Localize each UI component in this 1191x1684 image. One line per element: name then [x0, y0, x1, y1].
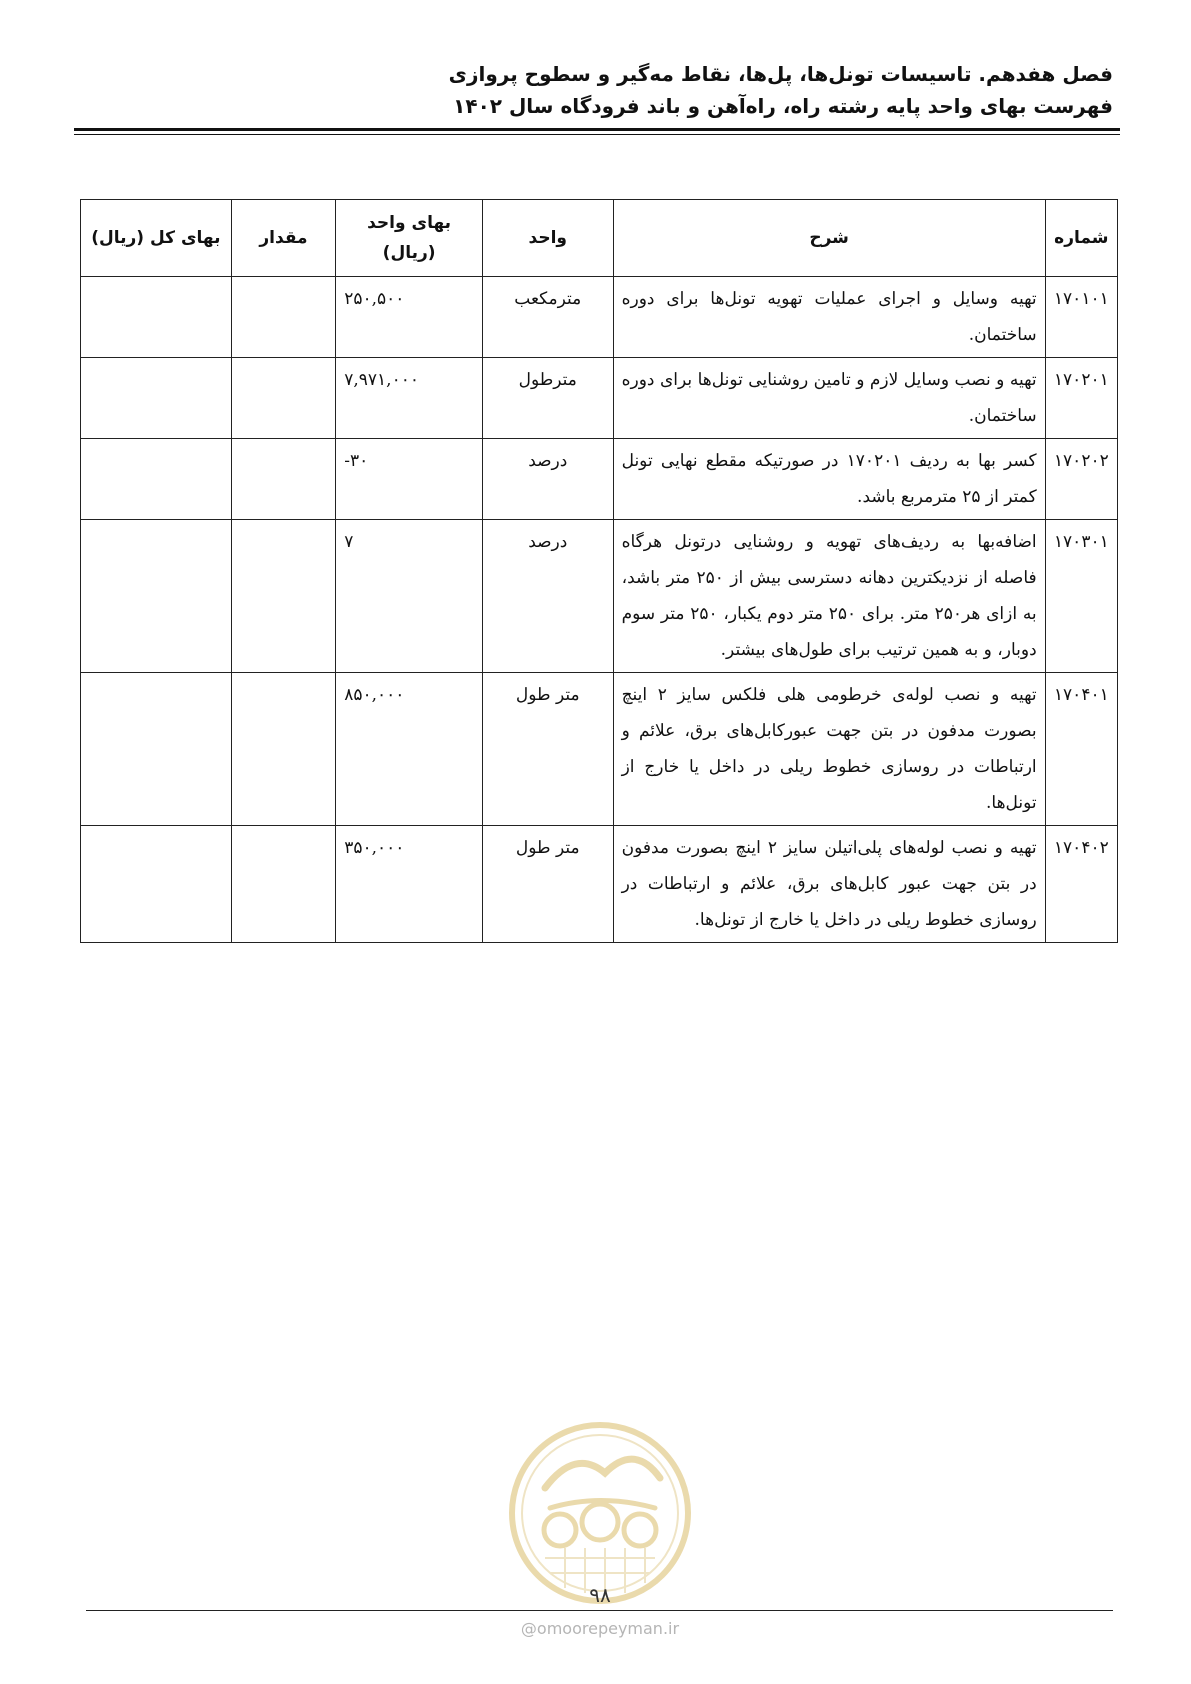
header-code: شماره	[1045, 200, 1117, 277]
page-number: ۹۸	[589, 1583, 611, 1607]
page-header	[73, 58, 1113, 122]
row-quantity	[231, 826, 336, 943]
omoorepeyman-seal-icon	[505, 1418, 695, 1608]
row-unit-price: ۷,۹۷۱,۰۰۰	[344, 370, 419, 390]
row-unit-price-cell	[336, 439, 483, 520]
table-row	[81, 673, 1118, 826]
row-unit: درصد	[482, 439, 613, 520]
footer-rule	[86, 1610, 1113, 1611]
row-unit-price: ۳۵۰,۰۰۰	[344, 838, 405, 858]
header-rule-thin	[74, 134, 1120, 135]
row-total-price	[81, 358, 232, 439]
row-code: ۱۷۰۱۰۱	[1045, 277, 1117, 358]
row-unit-price-cell	[336, 277, 483, 358]
row-description: تهیه و نصب وسایل لازم و تامین روشنایی تونل‌ها برای دوره ساختمان.	[613, 358, 1045, 439]
row-code: ۱۷۰۴۰۲	[1045, 826, 1117, 943]
header-unit-price-title: بهای واحد	[367, 213, 452, 233]
watermark-text: @omoorepeyman.ir	[520, 1619, 680, 1638]
row-unit-price: ۲۵۰,۵۰۰	[344, 289, 405, 309]
row-unit-price: ۸۵۰,۰۰۰	[344, 685, 405, 705]
row-code: ۱۷۰۲۰۲	[1045, 439, 1117, 520]
table-row	[81, 277, 1118, 358]
row-total-price	[81, 520, 232, 673]
row-description: تهیه و نصب لوله‌ی خرطومی هلی فلکس سایز ۲ اینچ بصورت مدفون در بتن جهت عبورکابل‌های برق، علائم و ارتباطات در روسازی خطوط ریلی در داخل یا خارج از تونل‌ها.	[613, 673, 1045, 826]
table-header-row	[81, 200, 1118, 277]
header-rule-thick	[74, 128, 1120, 131]
row-description: تهیه وسایل و اجرای عملیات تهویه تونل‌ها برای دوره ساختمان.	[613, 277, 1045, 358]
row-total-price	[81, 439, 232, 520]
row-unit-price-cell	[336, 826, 483, 943]
header-unit-price-currency: (ریال)	[382, 243, 436, 263]
row-quantity	[231, 673, 336, 826]
row-unit: متر طول	[482, 826, 613, 943]
row-unit: مترطول	[482, 358, 613, 439]
row-unit-price-cell	[336, 358, 483, 439]
row-total-price	[81, 673, 232, 826]
row-description: تهیه و نصب لوله‌های پلی‌اتیلن سایز ۲ اینچ بصورت مدفون در بتن جهت عبور کابل‌های برق، علائم و ارتباطات در روسازی خطوط ریلی در داخل یا خارج از تونل‌ها.	[613, 826, 1045, 943]
row-unit-price-cell	[336, 673, 483, 826]
table-row	[81, 520, 1118, 673]
header-unit-price	[336, 200, 483, 277]
row-unit-price: ۷	[344, 532, 354, 552]
row-total-price	[81, 826, 232, 943]
row-quantity	[231, 439, 336, 520]
row-total-price	[81, 277, 232, 358]
chapter-title: فصل هفدهم. تاسیسات تونل‌ها، پل‌ها، نقاط مه‌گیر و سطوح پروازی	[448, 62, 1113, 86]
row-unit-price-cell	[336, 520, 483, 673]
row-description: اضافه‌بها به ردیف‌های تهویه و روشنایی درتونل هرگاه فاصله از نزدیکترین دهانه دسترسی بیش از ۲۵۰ متر باشد، به ازای هر۲۵۰ متر. برای ۲۵۰ متر دوم یکبار، ۲۵۰ متر سوم دوبار، و به همین ترتیب برای طول‌های بیشتر.	[613, 520, 1045, 673]
row-unit: مترمکعب	[482, 277, 613, 358]
row-description: کسر بها به ردیف ۱۷۰۲۰۱ در صورتیکه مقطع نهایی تونل کمتر از ۲۵ مترمربع باشد.	[613, 439, 1045, 520]
document-title: فهرست بهای واحد پایه رشته راه، راه‌آهن و باند فرودگاه سال ۱۴۰۲	[453, 94, 1113, 118]
header-description: شرح	[613, 200, 1045, 277]
row-quantity	[231, 277, 336, 358]
price-table	[80, 199, 1118, 943]
table-row	[81, 826, 1118, 943]
row-unit: متر طول	[482, 673, 613, 826]
row-unit: درصد	[482, 520, 613, 673]
header-unit: واحد	[482, 200, 613, 277]
table-row	[81, 358, 1118, 439]
table-row	[81, 439, 1118, 520]
row-code: ۱۷۰۲۰۱	[1045, 358, 1117, 439]
row-quantity	[231, 358, 336, 439]
row-code: ۱۷۰۳۰۱	[1045, 520, 1117, 673]
row-quantity	[231, 520, 336, 673]
header-quantity: مقدار	[231, 200, 336, 277]
header-total-price: بهای کل (ریال)	[81, 200, 232, 277]
row-code: ۱۷۰۴۰۱	[1045, 673, 1117, 826]
row-unit-price: -۳۰	[344, 451, 369, 471]
